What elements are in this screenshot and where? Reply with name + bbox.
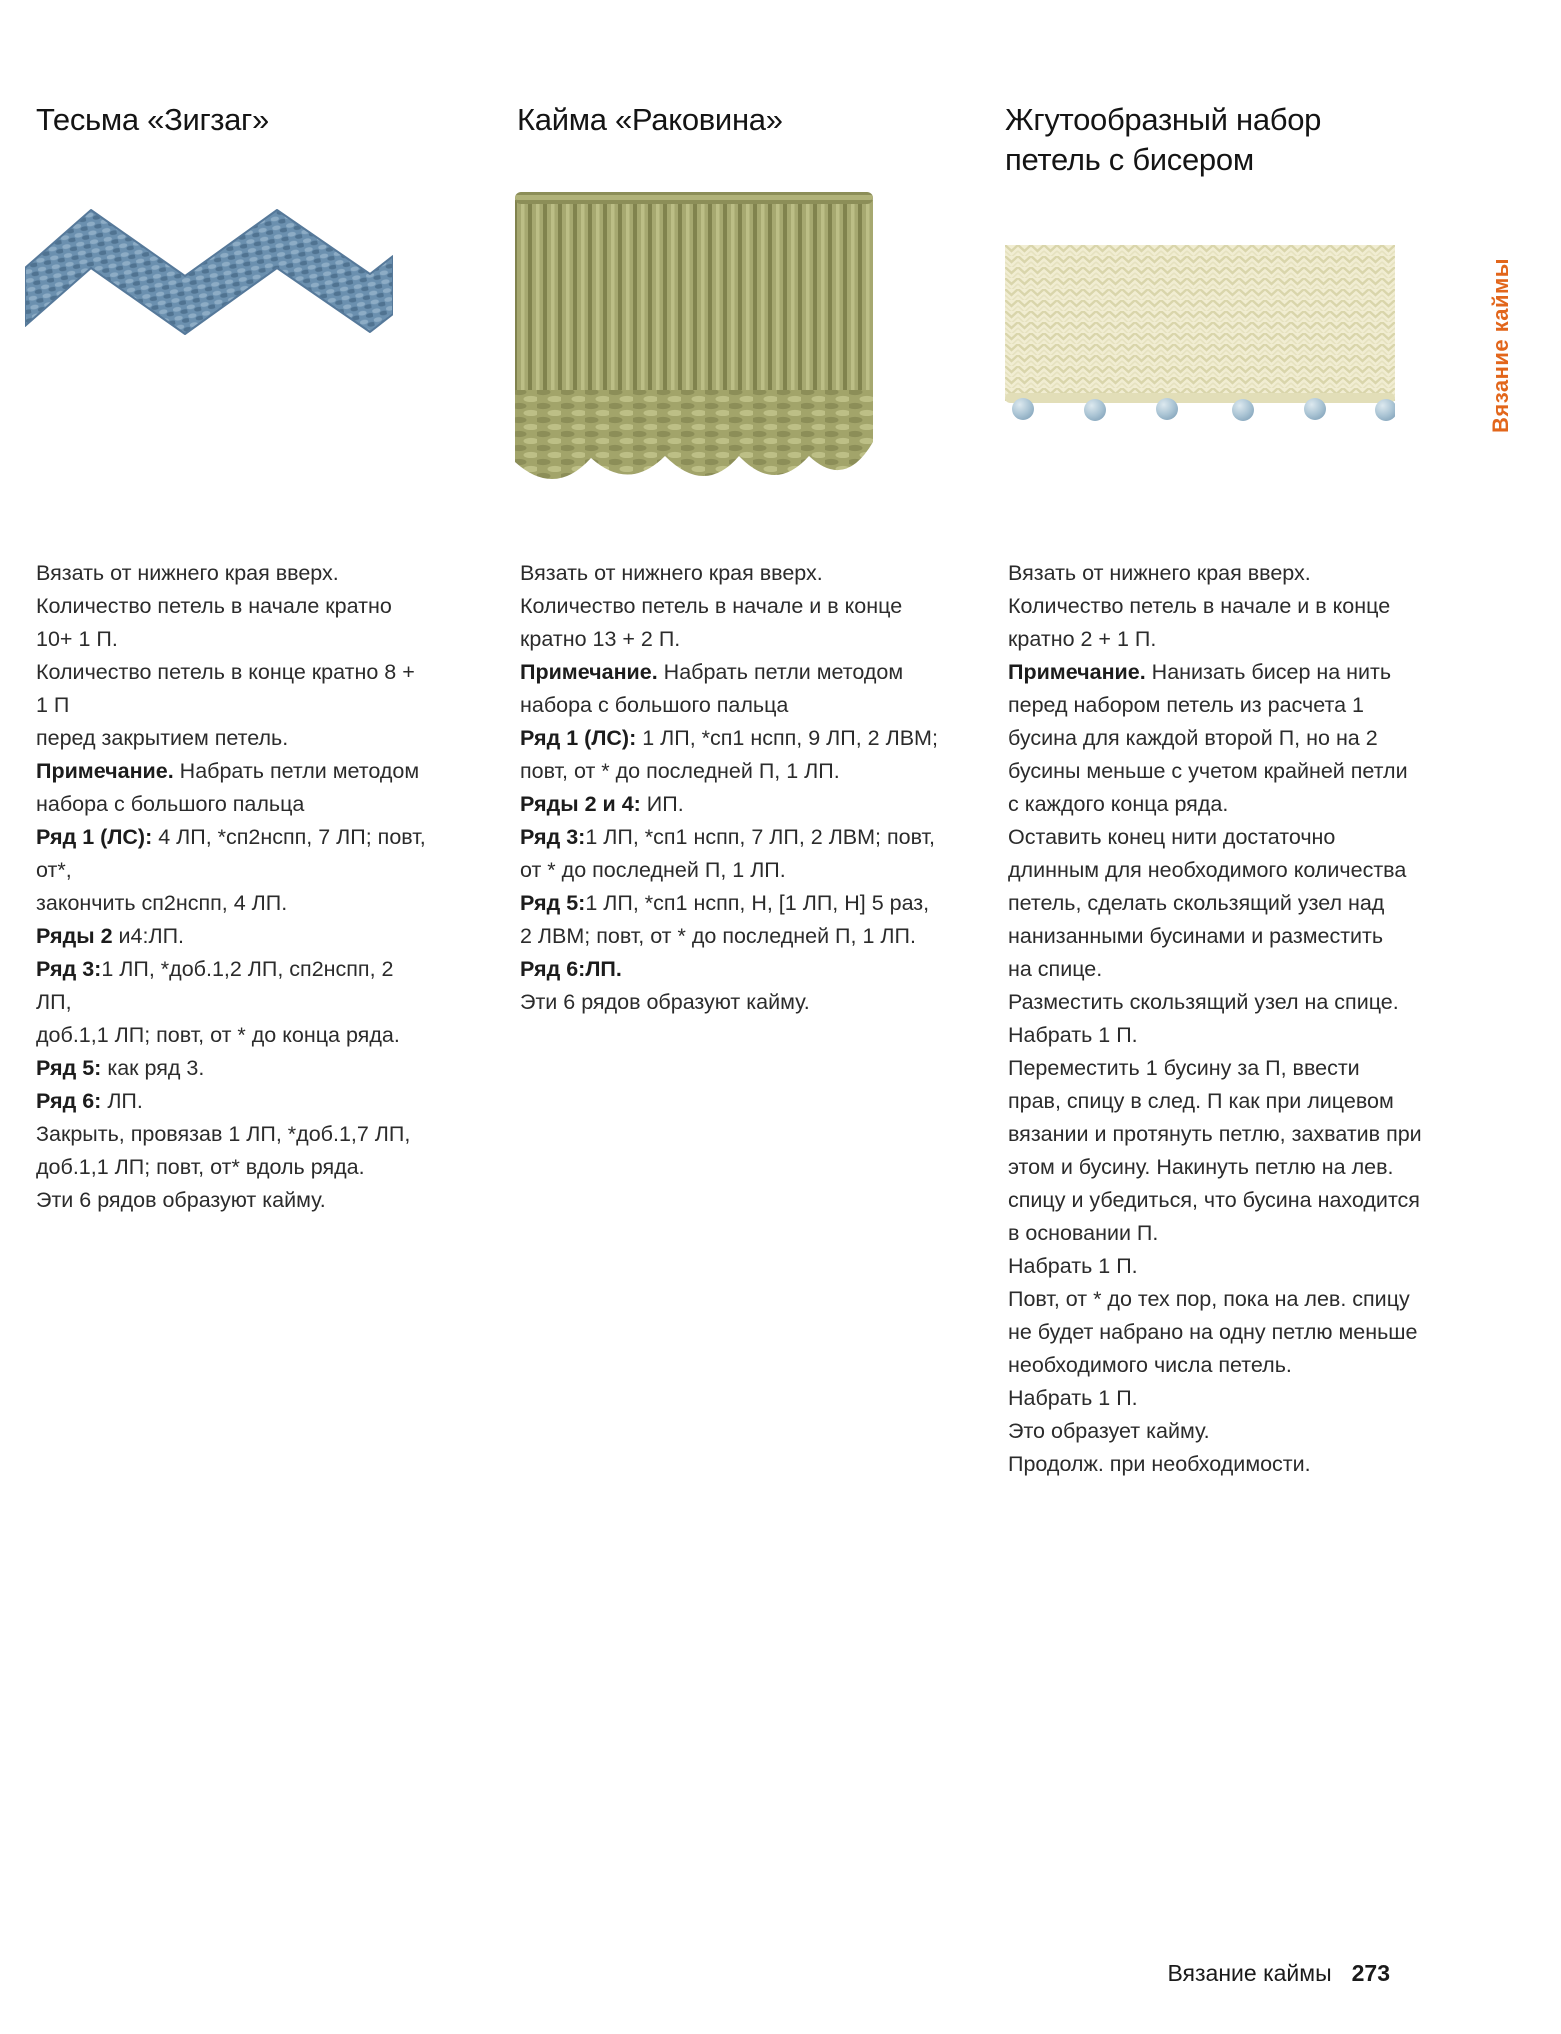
- instruction-line: нанизанными бусинами и разместить: [1008, 924, 1384, 948]
- shell-border-illustration: [513, 192, 875, 502]
- column-title-beaded: Жгутообразный набор петель с бисером: [1005, 102, 1322, 177]
- instruction-line: Набрать 1 П.: [1008, 1023, 1138, 1047]
- instruction-line: кратно 13 + 2 П.: [520, 627, 681, 651]
- instruction-line: Ряд 6: ЛП.: [36, 1089, 143, 1113]
- instruction-line: Закрыть, провязав 1 ЛП, *доб.1,7 ЛП,: [36, 1122, 411, 1146]
- instruction-line: Ряд 6:ЛП.: [520, 957, 622, 981]
- instruction-line: Ряд 5:1 ЛП, *сп1 нспп, Н, [1 ЛП, Н] 5 раз,: [520, 891, 930, 915]
- instruction-line: на спице.: [1008, 957, 1103, 981]
- instruction-line: 2 ЛВМ; повт, от * до последней П, 1 ЛП.: [520, 924, 916, 948]
- instruction-line: Эти 6 рядов образуют кайму.: [36, 1188, 326, 1212]
- instruction-line: Количество петель в конце кратно 8 + 1 П: [36, 660, 415, 717]
- instruction-line: перед набором петель из расчета 1: [1008, 693, 1364, 717]
- instruction-line: перед закрытием петель.: [36, 726, 289, 750]
- sidebar-section-label: Вязание каймы: [1488, 257, 1513, 433]
- footer-page-number: 273: [1351, 1960, 1390, 1986]
- instruction-line: необходимого числа петель.: [1008, 1353, 1292, 1377]
- instruction-line: Ряд 5: как ряд 3.: [36, 1056, 205, 1080]
- column-title-shell: Кайма «Раковина»: [517, 102, 783, 137]
- instruction-line: прав, спицу в след. П как при лицевом: [1008, 1089, 1394, 1113]
- instruction-line: Набрать 1 П.: [1008, 1254, 1138, 1278]
- instruction-line: Примечание. Набрать петли методом: [36, 759, 420, 783]
- instruction-line: Ряд 3:1 ЛП, *доб.1,2 ЛП, сп2нспп, 2 ЛП,: [36, 957, 394, 1014]
- beaded-cast-on-swatch-photo: [1005, 245, 1395, 435]
- column-title-zigzag: Тесьма «Зигзаг»: [36, 102, 269, 137]
- page-footer: [900, 1960, 1390, 1987]
- instruction-line: Ряд 1 (ЛС): 1 ЛП, *сп1 нспп, 9 ЛП, 2 ЛВМ;: [520, 726, 938, 750]
- instructions-beaded: [1008, 557, 1438, 1481]
- instruction-line: повт, от * до последней П, 1 ЛП.: [520, 759, 840, 783]
- instruction-line: спицу и убедиться, что бусина находится: [1008, 1188, 1420, 1212]
- instruction-line: Ряды 2 и4:ЛП.: [36, 924, 184, 948]
- instruction-line: Переместить 1 бусину за П, ввести: [1008, 1056, 1360, 1080]
- instruction-line: Количество петель в начале кратно: [36, 594, 392, 618]
- instruction-line: Ряды 2 и 4: ИП.: [520, 792, 684, 816]
- instruction-line: доб.1,1 ЛП; повт, от * до конца ряда.: [36, 1023, 400, 1047]
- instruction-line: Вязать от нижнего края вверх.: [520, 561, 823, 585]
- footer-section-label: Вязание каймы: [1167, 1960, 1332, 1986]
- instruction-line: Ряд 1 (ЛС): 4 ЛП, *сп2нспп, 7 ЛП; повт, от*,: [36, 825, 426, 882]
- instruction-line: этом и бусину. Накинуть петлю на лев.: [1008, 1155, 1394, 1179]
- instruction-line: Примечание. Набрать петли методом: [520, 660, 904, 684]
- zigzag-braid-illustration: [25, 196, 393, 336]
- instruction-line: длинным для необходимого количества: [1008, 858, 1407, 882]
- instruction-line: Вязать от нижнего края вверх.: [1008, 561, 1311, 585]
- instruction-line: Ряд 3:1 ЛП, *сп1 нспп, 7 ЛП, 2 ЛВМ; повт,: [520, 825, 935, 849]
- instruction-line: Повт, от * до тех пор, пока на лев. спицу: [1008, 1287, 1410, 1311]
- instruction-line: кратно 2 + 1 П.: [1008, 627, 1157, 651]
- zigzag-braid-swatch-photo: [25, 196, 393, 336]
- instruction-line: Оставить конец нити достаточно: [1008, 825, 1336, 849]
- instruction-line: не будет набрано на одну петлю меньше: [1008, 1320, 1418, 1344]
- instruction-line: Это образует кайму.: [1008, 1419, 1210, 1443]
- instruction-line: Количество петель в начале и в конце: [520, 594, 903, 618]
- shell-border-swatch-photo: [513, 192, 875, 502]
- instruction-line: Продолж. при необходимости.: [1008, 1452, 1311, 1476]
- instruction-line: Эти 6 рядов образуют кайму.: [520, 990, 810, 1014]
- instruction-line: от * до последней П, 1 ЛП.: [520, 858, 786, 882]
- instruction-line: набора с большого пальца: [520, 693, 789, 717]
- instruction-line: Количество петель в начале и в конце: [1008, 594, 1391, 618]
- instruction-line: с каждого конца ряда.: [1008, 792, 1229, 816]
- instruction-line: бусины меньше с учетом крайней петли: [1008, 759, 1408, 783]
- instruction-line: вязании и протянуть петлю, захватив при: [1008, 1122, 1422, 1146]
- instruction-line: 10+ 1 П.: [36, 627, 118, 651]
- instruction-line: закончить сп2нспп, 4 ЛП.: [36, 891, 288, 915]
- instruction-line: Разместить скользящий узел на спице.: [1008, 990, 1399, 1014]
- instruction-line: Примечание. Нанизать бисер на нить: [1008, 660, 1392, 684]
- instruction-line: набора с большого пальца: [36, 792, 305, 816]
- beaded-cast-on-illustration: [1005, 245, 1395, 435]
- instructions-shell: [520, 557, 950, 1019]
- instruction-line: бусина для каждой второй П, но на 2: [1008, 726, 1378, 750]
- instruction-line: Вязать от нижнего края вверх.: [36, 561, 339, 585]
- instruction-line: в основании П.: [1008, 1221, 1159, 1245]
- instruction-line: петель, сделать скользящий узел над: [1008, 891, 1385, 915]
- instruction-line: Набрать 1 П.: [1008, 1386, 1138, 1410]
- instructions-zigzag: [36, 557, 431, 1217]
- instruction-line: доб.1,1 ЛП; повт, от* вдоль ряда.: [36, 1155, 365, 1179]
